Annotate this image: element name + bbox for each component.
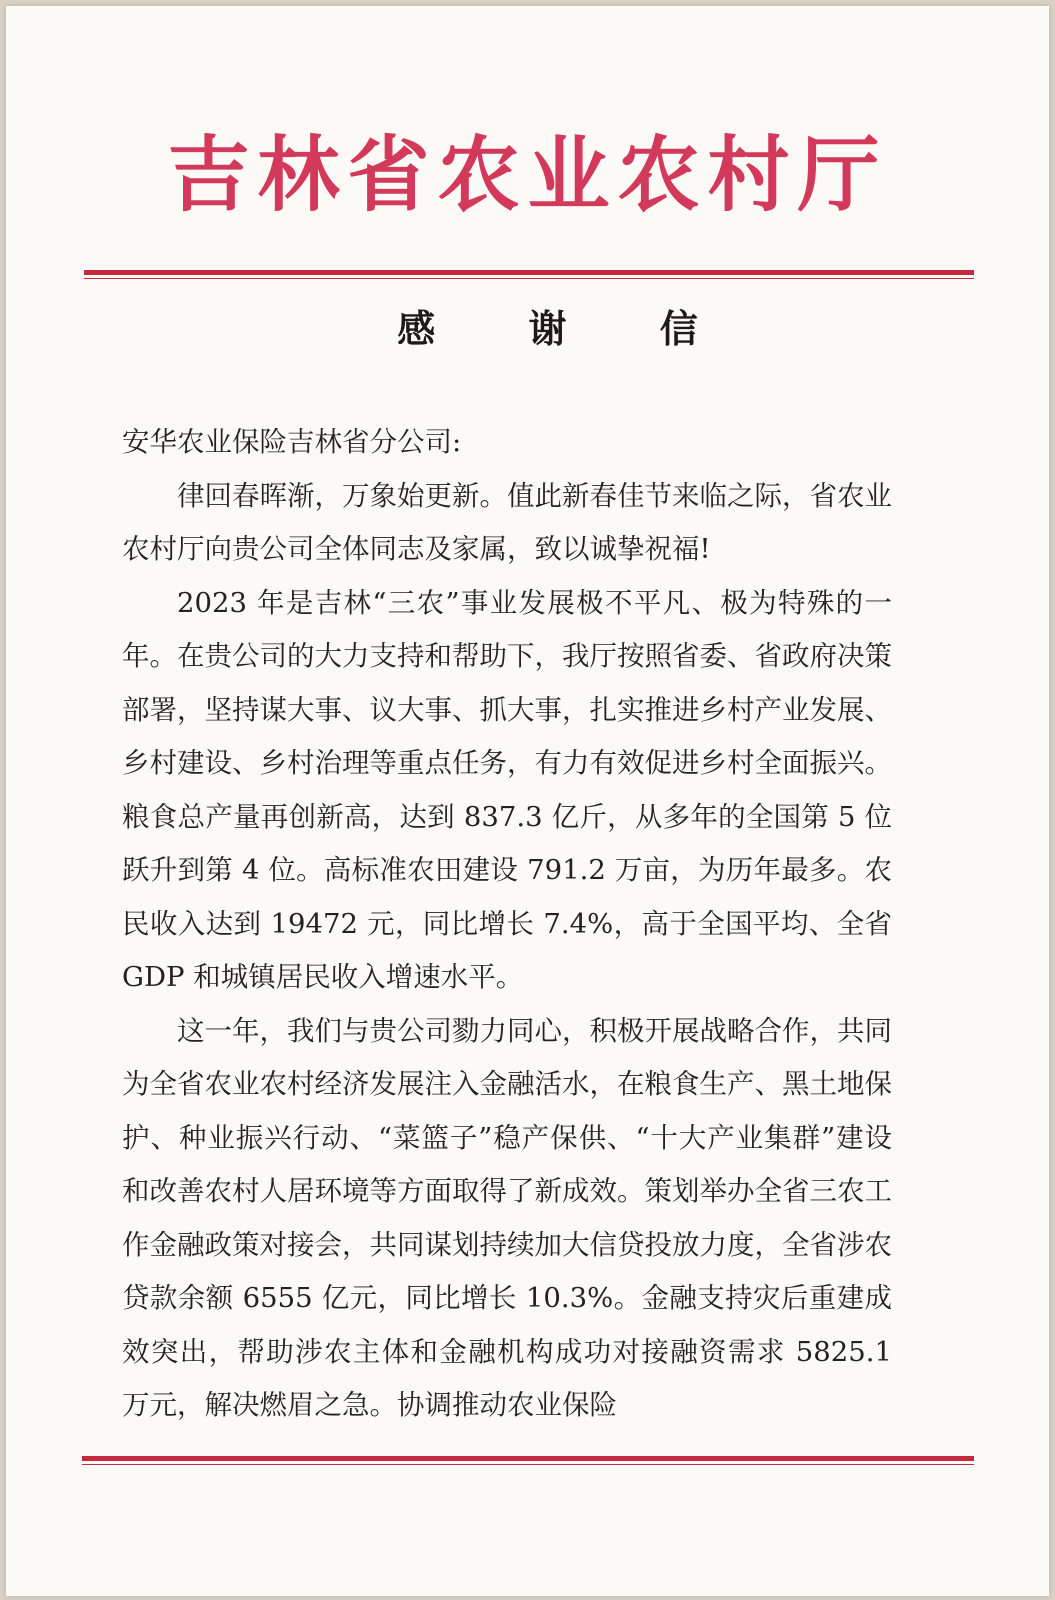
document-title: 感 谢 信: [397, 306, 738, 351]
letterhead-divider-thin: [84, 278, 974, 279]
footer-divider: [82, 1456, 974, 1461]
footer-divider-thin: [82, 1464, 974, 1465]
paragraph-cooperation: 这一年，我们与贵公司勠力同心，积极开展战略合作，共同为全省农业农村经济发展注入金融活水，在粮食生产、黑土地保护、种业振兴行动、“菜篮子”稳产保供、“十大产业集群”建设和改善农村人居环境等方面取得了新成效。策划举办全省三农工作金融政策对接会，共同谋划持续加大信贷投放力度，全省涉农贷款余额 6555 亿元，同比增长 10.3%。金融支持灾后重建成效突出，帮助涉农主体和金融机构成功对接融资需求 5825.1 万元，解决燃眉之急。协调推动农业保险: [122, 1014, 892, 1421]
letter-page: [6, 6, 1049, 1596]
letterhead-divider: [84, 270, 974, 275]
letter-body: [122, 416, 892, 1433]
paragraph-achievements: 2023 年是吉林“三农”事业发展极不平凡、极为特殊的一年。在贵公司的大力支持和帮助下，我厅按照省委、省政府决策部署，坚持谋大事、议大事、抓大事，扎实推进乡村产业发展、乡村建设、乡村治理等重点任务，有力有效促进乡村全面振兴。粮食总产量再创新高，达到 837.3 亿斤，从多年的全国第 5 位跃升到第 4 位。高标准农田建设 791.2 万亩，为历年最多。农民收入达到 19472 元，同比增长 7.4%，高于全国平均、全省 GDP 和城镇居民收入增速水平。: [122, 586, 892, 993]
salutation: 安华农业保险吉林省分公司:: [122, 426, 462, 458]
paragraph-greeting: 律回春晖渐，万象始更新。值此新春佳节来临之际，省农业农村厅向贵公司全体同志及家属，致以诚挚祝福!: [122, 479, 892, 565]
letterhead-title: 吉林省农业农村厅: [167, 127, 888, 223]
